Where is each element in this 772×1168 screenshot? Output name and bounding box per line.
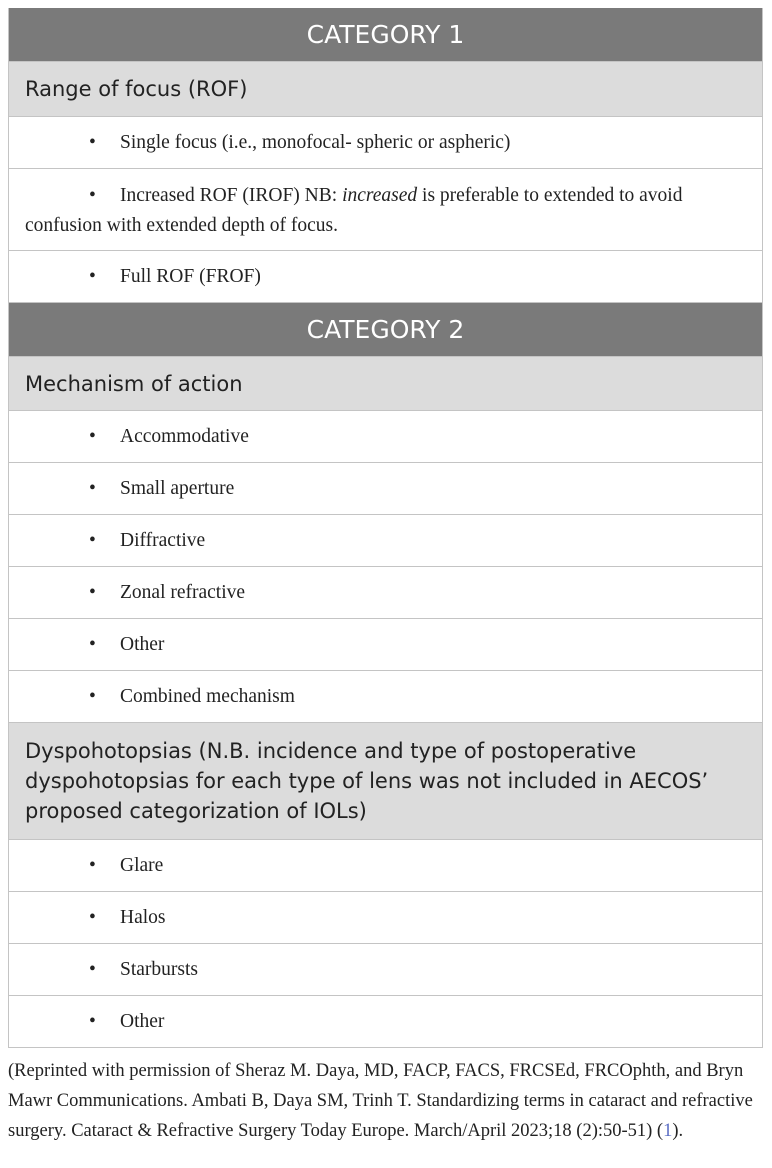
footnote-text: (Reprinted with permission of Sheraz M. Daya, MD, FACP, FACS, FRCSEd, FRCOphth, and Bryn Mawr Communications. Ambati B, Daya SM, Trinh T. Standardizing terms in cataract and refractive surgery. Cataract & Refractive Surgery Today Europe. March/April 2023;18 (2):50-51) (	[8, 1061, 753, 1141]
bullet-icon: •	[89, 132, 96, 153]
list-item	[9, 463, 762, 515]
bullet-icon: •	[89, 686, 96, 707]
list-item-text: Increased ROF (IROF) NB:	[120, 185, 343, 206]
list-item	[9, 671, 762, 723]
footnote-end: ).	[672, 1121, 684, 1141]
category-1-header: CATEGORY 1	[9, 8, 762, 62]
list-item	[9, 996, 762, 1048]
list-item-text: Accommodative	[120, 426, 249, 447]
bullet-icon: •	[89, 530, 96, 551]
bullet-icon: •	[89, 582, 96, 603]
list-item	[9, 892, 762, 944]
list-item	[9, 411, 762, 463]
list-item-text: Combined mechanism	[120, 686, 295, 707]
list-item	[9, 619, 762, 671]
emphasis-text: increased	[342, 185, 418, 206]
list-item	[9, 567, 762, 619]
iol-categorization-table	[8, 8, 763, 1048]
list-item-text: Starbursts	[120, 959, 198, 980]
table-footnote	[8, 1056, 768, 1146]
bullet-icon: •	[89, 1011, 96, 1032]
list-item	[9, 251, 762, 303]
list-item	[9, 944, 762, 996]
bullet-icon: •	[89, 634, 96, 655]
bullet-icon: •	[89, 426, 96, 447]
list-item	[9, 169, 762, 251]
bullet-icon: •	[89, 959, 96, 980]
mechanism-subheader: Mechanism of action	[9, 357, 762, 411]
list-item-text: Single focus (i.e., monofocal- spheric or aspheric)	[120, 132, 511, 153]
bullet-icon: •	[89, 266, 96, 287]
bullet-icon: •	[89, 855, 96, 876]
reference-link[interactable]: 1	[663, 1121, 673, 1141]
bullet-icon: •	[89, 185, 96, 206]
list-item-text: Diffractive	[120, 530, 206, 551]
list-item-text: Other	[120, 634, 165, 655]
list-item-text: Small aperture	[120, 478, 235, 499]
dysphotopsias-subheader: Dyspohotopsias (N.B. incidence and type of postoperative dyspohotopsias for each type of lens was not included in AECOS’ proposed categorization of IOLs)	[9, 723, 762, 840]
list-item-text: Full ROF (FROF)	[120, 266, 261, 287]
list-item-text: Halos	[120, 907, 166, 928]
bullet-icon: •	[89, 907, 96, 928]
bullet-icon: •	[89, 478, 96, 499]
list-item-text: Zonal refractive	[120, 582, 246, 603]
list-item-text: Other	[120, 1011, 165, 1032]
list-item-text: Glare	[120, 855, 164, 876]
category-2-header: CATEGORY 2	[9, 303, 762, 357]
list-item	[9, 117, 762, 169]
list-item-text-rest: is preferable to extended to avoid confusion with extended depth of focus.	[25, 185, 683, 236]
list-item	[9, 515, 762, 567]
range-of-focus-subheader: Range of focus (ROF)	[9, 62, 762, 117]
list-item	[9, 840, 762, 892]
